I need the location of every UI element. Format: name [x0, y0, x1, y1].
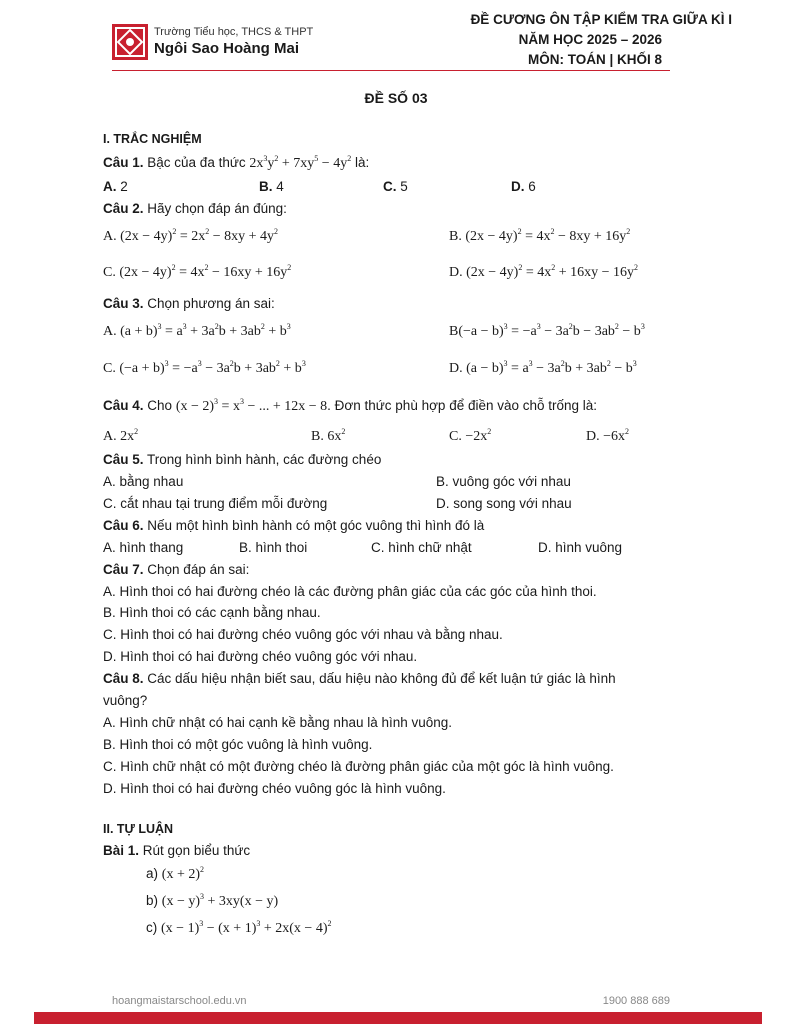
- question-text: Trong hình bình hành, các đường chéo: [147, 452, 382, 467]
- q8-option-c[interactable]: C. Hình chữ nhật có một đường chéo là đường phân giác của một góc là hình vuông.: [103, 759, 614, 774]
- q1-option-b[interactable]: [259, 179, 284, 194]
- question-text-end: là:: [354, 155, 370, 170]
- q5-option-a[interactable]: A. bằng nhau: [103, 474, 184, 489]
- exercise-text: Rút gọn biểu thức: [142, 843, 251, 858]
- item-label: a): [146, 866, 159, 881]
- exercise-1c: [146, 920, 332, 937]
- question-8: [103, 671, 616, 686]
- option-value: 2: [120, 179, 128, 194]
- item-label: b): [146, 893, 159, 908]
- q7-option-c[interactable]: C. Hình thoi có hai đường chéo vuông góc với nhau và bằng nhau.: [103, 627, 503, 642]
- question-2: [103, 201, 287, 216]
- q5-option-d[interactable]: D. song song với nhau: [436, 496, 572, 511]
- q3-option-d[interactable]: D. $(a - b)^3 = a^3 - 3a^2b + 3ab^2 - b^3$: [449, 359, 637, 376]
- q8-option-a[interactable]: A. Hình chữ nhật có hai cạnh kề bằng nhau là hình vuông.: [103, 715, 453, 730]
- item-label: c): [146, 920, 158, 935]
- option-letter: C.: [383, 179, 397, 194]
- q7-option-d[interactable]: D. Hình thoi có hai đường chéo vuông góc với nhau.: [103, 649, 418, 664]
- q2-option-d[interactable]: D. $(2x - 4y)^2 = 4x^2 + 16xy - 16y^2$: [449, 263, 639, 280]
- doc-title-line1: ĐỀ CƯƠNG ÔN TẬP KIỂM TRA GIỮA KÌ I: [470, 12, 732, 27]
- question-7: [103, 562, 249, 577]
- section-multiple-choice: I. TRẮC NGHIỆM: [103, 132, 202, 146]
- option-letter: B.: [259, 179, 273, 194]
- option-value: 5: [400, 179, 408, 194]
- question-label: Câu 2.: [103, 201, 144, 216]
- option-letter: D.: [511, 179, 525, 194]
- identity-expression: $(x - 2)^3 = x^3$ − ... + 12x − 8: [175, 397, 328, 414]
- question-text-end: . Đơn thức phù hợp để điền vào chỗ trống là:: [327, 398, 598, 413]
- exercise-label: Bài 1.: [103, 843, 140, 858]
- q6-option-a[interactable]: A. hình thang: [103, 540, 184, 555]
- q6-option-b[interactable]: B. hình thoi: [239, 540, 308, 555]
- question-label: Câu 7.: [103, 562, 144, 577]
- question-label: Câu 5.: [103, 452, 144, 467]
- q3-option-b[interactable]: $B(-a - b)^3 = -a^3 - 3a^2b - 3ab^2 - b^3$: [449, 322, 645, 339]
- q3-option-a[interactable]: A. $(a + b)^3 = a^3 + 3a^2b + 3ab^2 + b^3$: [103, 322, 291, 339]
- question-label: Câu 3.: [103, 296, 144, 311]
- option-value: 6: [528, 179, 536, 194]
- q2-option-c[interactable]: C. $(2x - 4y)^2 = 4x^2 - 16xy + 16y^2$: [103, 263, 292, 280]
- q6-option-c[interactable]: C. hình chữ nhật: [371, 540, 472, 555]
- school-subtitle: Trường Tiểu học, THCS & THPT: [154, 26, 314, 38]
- question-text: Cho: [147, 398, 173, 413]
- question-5: [103, 452, 381, 467]
- expression: $(x - 1)^3 - (x + 1)^3 + 2x(x - 4)^2$: [161, 919, 332, 936]
- header-divider: [112, 70, 670, 71]
- footer-website: hoangmaistarschool.edu.vn: [112, 995, 247, 1007]
- q5-option-b[interactable]: B. vuông góc với nhau: [436, 474, 571, 489]
- q7-option-a[interactable]: A. Hình thoi có hai đường chéo là các đường phân giác của các góc của hình thoi.: [103, 584, 597, 599]
- question-text: Bậc của đa thức: [147, 155, 246, 170]
- question-3: [103, 296, 275, 311]
- expression: $(x + 2)^2$: [161, 865, 205, 882]
- doc-title-line2: NĂM HỌC 2025 – 2026: [518, 32, 662, 47]
- exercise-1a: [146, 866, 204, 883]
- section-essay: II. TỰ LUẬN: [103, 822, 174, 836]
- question-text: Các dấu hiệu nhận biết sau, dấu hiệu nào không đủ để kết luận tứ giác là hình: [147, 671, 616, 686]
- expression: $(x - y)^3 + 3xy(x - y)$: [161, 892, 279, 909]
- question-label: Câu 1.: [103, 155, 144, 170]
- exercise-1b: [146, 893, 278, 910]
- question-6: [103, 518, 484, 533]
- question-text: Hãy chọn đáp án đúng:: [147, 201, 287, 216]
- question-4: [103, 398, 597, 415]
- q2-option-b[interactable]: B. $(2x - 4y)^2 = 4x^2 - 8xy + 16y^2$: [449, 227, 631, 244]
- question-text: Chọn phương án sai:: [147, 296, 275, 311]
- question-label: Câu 8.: [103, 671, 144, 686]
- question-8-continued: vuông?: [103, 693, 148, 708]
- doc-title-line3: MÔN: TOÁN | KHỐI 8: [527, 52, 662, 67]
- option-letter: A.: [103, 179, 117, 194]
- option-value: 4: [276, 179, 284, 194]
- q4-option-b[interactable]: B. $6x^2$: [311, 427, 346, 444]
- question-label: Câu 6.: [103, 518, 144, 533]
- question-label: Câu 4.: [103, 398, 144, 413]
- q4-option-d[interactable]: D. $-6x^2$: [586, 427, 630, 444]
- q7-option-b[interactable]: B. Hình thoi có các cạnh bằng nhau.: [103, 605, 321, 620]
- school-name: Ngôi Sao Hoàng Mai: [154, 40, 300, 57]
- q1-option-c[interactable]: [383, 179, 408, 194]
- exam-title: ĐỀ SỐ 03: [364, 90, 428, 106]
- q5-option-c[interactable]: C. cắt nhau tại trung điểm mỗi đường: [103, 496, 328, 511]
- q8-option-b[interactable]: B. Hình thoi có một góc vuông là hình vuông.: [103, 737, 373, 752]
- question-1: [103, 155, 369, 172]
- q1-option-d[interactable]: [511, 179, 536, 194]
- question-text: Nếu một hình bình hành có một góc vuông thì hình đó là: [147, 518, 485, 533]
- school-logo: [112, 24, 148, 60]
- polynomial: $2x^3y^2 + 7xy^5 - 4y^2$: [249, 154, 352, 171]
- footer-bar: [34, 1012, 762, 1024]
- exercise-1: [103, 843, 250, 858]
- q4-option-a[interactable]: A. $2x^2$: [103, 427, 139, 444]
- q6-option-d[interactable]: D. hình vuông: [538, 540, 623, 555]
- q3-option-c[interactable]: C. $(-a + b)^3 = -a^3 - 3a^2b + 3ab^2 + b^3$: [103, 359, 306, 376]
- q2-option-a[interactable]: A. $(2x - 4y)^2 = 2x^2 - 8xy + 4y^2$: [103, 227, 279, 244]
- q1-option-a[interactable]: [103, 179, 128, 194]
- q8-option-d[interactable]: D. Hình thoi có hai đường chéo vuông góc là hình vuông.: [103, 781, 446, 796]
- footer-phone: 1900 888 689: [602, 995, 670, 1007]
- question-text: Chọn đáp án sai:: [147, 562, 250, 577]
- q4-option-c[interactable]: C. $-2x^2$: [449, 427, 492, 444]
